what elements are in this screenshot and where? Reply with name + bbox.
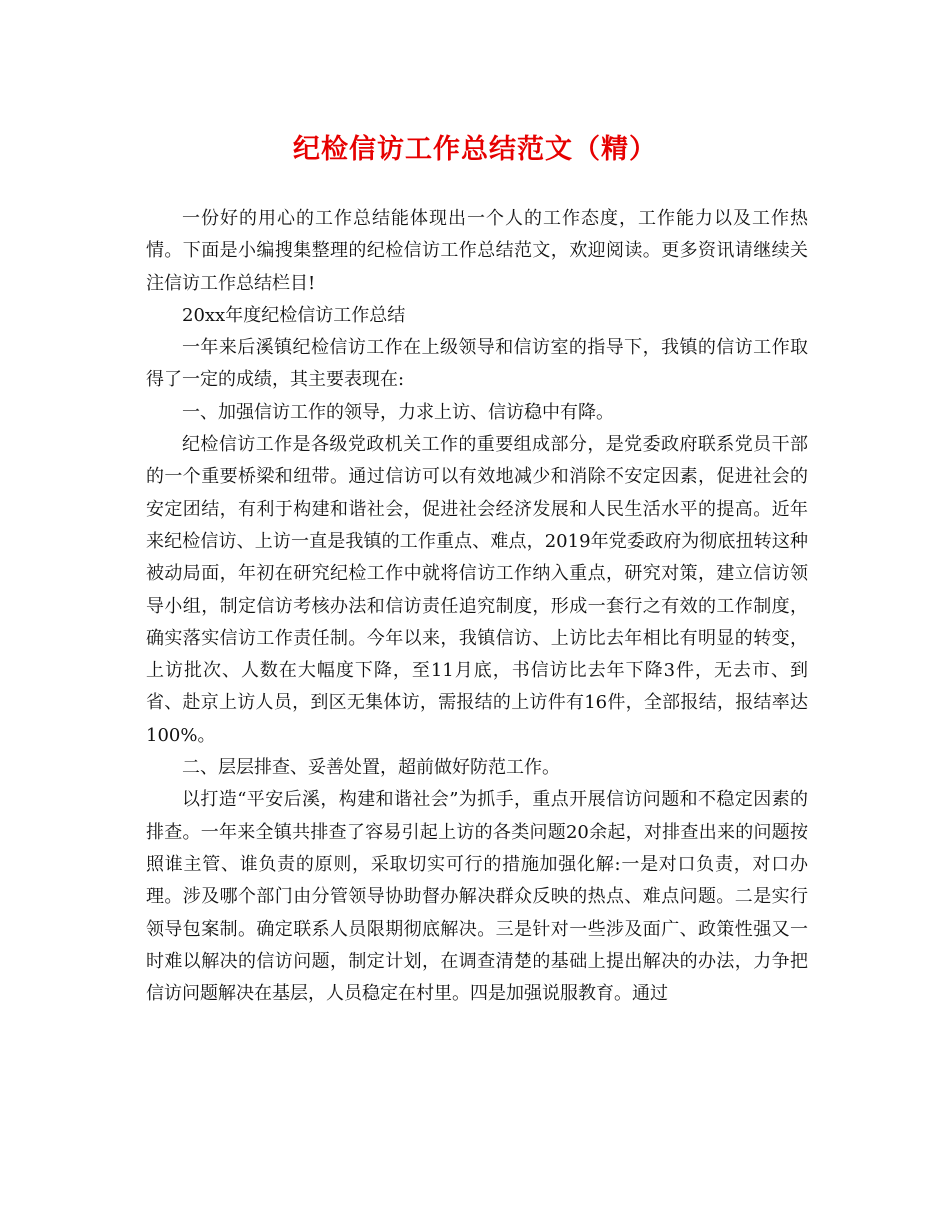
paragraph-section-2: 以打造“平安后溪，构建和谐社会”为抓手，重点开展信访问题和不稳定因素的排查。一年来全镇共排查了容易引起上访的各类问题20余起，对排查出来的问题按照谁主管、谁负责的原则，采取切实可行的措施加强化解:一是对口负责，对口办理。涉及哪个部门由分管领导协助督办解决群众反映的热点、难点问题。二是实行领导包案制。确定联系人员限期彻底解决。三是针对一些涉及面广、政策性强又一时难以解决的信访问题，制定计划，在调查清楚的基础上提出解决的办法，力争把信访问题解决在基层，人员稳定在村里。四是加强说服教育。通过: [146, 789, 808, 1005]
paragraph-section-1: 纪检信访工作是各级党政机关工作的重要组成部分，是党委政府联系党员干部的一个重要桥梁和纽带。通过信访可以有效地减少和消除不安定因素，促进社会的安定团结，有利于构建和谐社会，促进社会经济发展和人民生活水平的提高。近年来纪检信访、上访一直是我镇的工作重点、难点，2019年党委政府为彻底扭转这种被动局面，年初在研究纪检工作中就将信访工作纳入重点，研究对策，建立信访领导小组，制定信访考核办法和信访责任追究制度，形成一套行之有效的工作制度，确实落实信访工作责任制。今年以来，我镇信访、上访比去年相比有明显的转变，上访批次、人数在大幅度下降，至11月底，书信访比去年下降3件，无去市、到省、赴京上访人员，到区无集体访，需报结的上访件有16件，全部报结，报结率达100%。: [146, 434, 808, 746]
section-heading-2: 二、层层排查、妥善处置，超前做好防范工作。: [182, 757, 560, 779]
paragraph-intro: 一份好的用心的工作总结能体现出一个人的工作态度，工作能力以及工作热情。下面是小编搜集整理的纪检信访工作总结范文，欢迎阅读。更多资讯请继续关注信访工作总结栏目!: [146, 208, 808, 294]
paragraph-overview: 一年来后溪镇纪检信访工作在上级领导和信访室的指导下，我镇的信访工作取得了一定的成绩，其主要表现在:: [146, 337, 808, 391]
document-body: [146, 203, 808, 1010]
paragraph-heading-year: 20xx年度纪检信访工作总结: [182, 304, 406, 326]
document-title: 纪检信访工作总结范文（精）: [293, 134, 657, 165]
section-heading-1: 一、加强信访工作的领导，力求上访、信访稳中有降。: [182, 401, 614, 423]
